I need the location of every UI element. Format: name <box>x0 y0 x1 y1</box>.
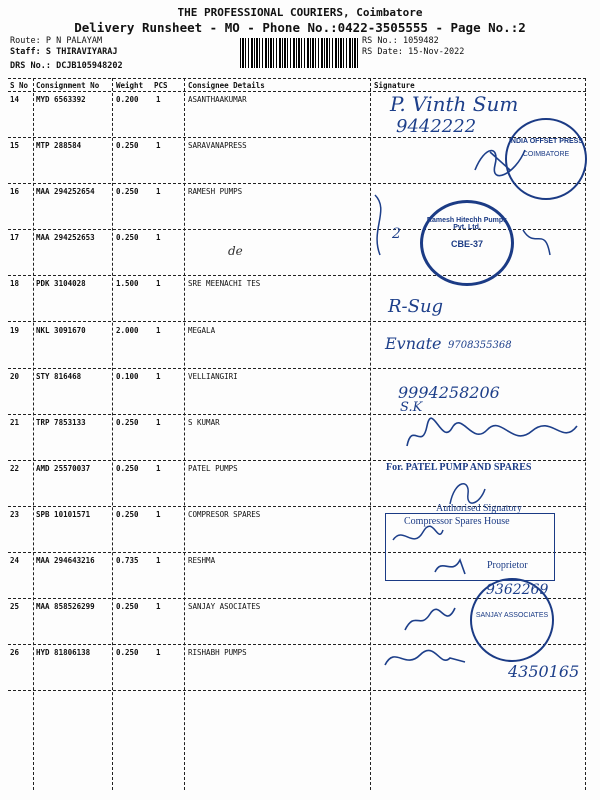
row-consignment-no: NKL 3091670 <box>36 325 86 335</box>
row-weight: 0.250 <box>116 509 139 519</box>
row-consignment-no: TRP 7853133 <box>36 417 86 427</box>
staff-line <box>10 47 118 58</box>
company-title: THE PROFESSIONAL COURIERS, Coimbatore <box>177 6 423 19</box>
row-pcs: 1 <box>156 463 161 473</box>
signature-24 <box>430 552 470 578</box>
signature-20-phone: 9994258206 <box>398 383 500 402</box>
drs-label: DRS No.: <box>10 61 51 71</box>
row-consignee: RESHMA <box>188 556 216 565</box>
route-line <box>10 36 102 47</box>
row-consignment-no: HYD 81806138 <box>36 648 91 658</box>
row-consignee: SANJAY ASOCIATES <box>188 602 261 612</box>
press-stamp-office: INDIA OFFSET PRESS <box>508 138 584 145</box>
col-consignment: Consignment No <box>36 81 100 90</box>
signature-17-mark: de <box>228 244 243 258</box>
ramesh-stamp-name: Ramesh Hitechh Pumps Pvt. Ltd. <box>426 217 508 231</box>
row-sno: 21 <box>10 417 20 427</box>
signature-23 <box>388 520 448 550</box>
row-consignee: RAMESH PUMPS <box>188 187 243 197</box>
signature-25-phone: 9362269 <box>486 582 549 598</box>
row-consignee: COMPRESOR SPARES <box>188 509 261 519</box>
patel-stamp: For. PATEL PUMP AND SPARES <box>386 462 532 473</box>
row-sno: 20 <box>10 371 20 381</box>
row-weight: 0.200 <box>116 95 139 104</box>
row-consignment-no: STY 816468 <box>36 371 82 381</box>
signature-19-phone: 9708355368 <box>448 340 512 351</box>
ramesh-stamp <box>420 200 514 286</box>
row-pcs: 1 <box>156 371 161 381</box>
sanjay-stamp-name: SANJAY ASSOCIATES <box>475 612 549 619</box>
rs-no-label: RS No.: <box>362 36 398 46</box>
row-weight: 0.250 <box>116 233 139 243</box>
signature-26 <box>380 640 470 676</box>
row-weight: 0.250 <box>116 463 139 473</box>
row-pcs: 1 <box>156 233 161 243</box>
patel-signatory: Authorised Signatory <box>436 503 522 514</box>
rs-no-line <box>362 36 439 47</box>
col-sno: S No <box>10 81 29 90</box>
row-weight: 1.500 <box>116 279 139 289</box>
row-weight: 0.250 <box>116 602 139 612</box>
signature-20-initials: S.K <box>400 400 423 415</box>
runsheet-title: Delivery Runsheet - MO - Phone No.:0422-3505555 - Page No.:2 <box>74 20 526 35</box>
row-sno: 22 <box>10 463 20 473</box>
rs-date-value: 15-Nov-2022 <box>408 47 465 57</box>
col-consignee: Consignee Details <box>188 81 265 90</box>
row-sno: 19 <box>10 325 20 335</box>
row-sno: 26 <box>10 648 20 658</box>
signature-26-phone: 4350165 <box>508 662 580 681</box>
signature-16-mark: 2 <box>392 226 401 242</box>
signature-14-name: P. Vinth Sum <box>390 92 519 116</box>
col-signature: Signature <box>374 81 415 90</box>
route-value: P N PALAYAM <box>45 36 103 46</box>
row-sno: 23 <box>10 509 20 519</box>
row-consignment-no: PDK 3104028 <box>36 279 86 289</box>
row-weight: 2.000 <box>116 325 139 335</box>
row-consignee: S KUMAR <box>188 417 220 427</box>
rs-date-label: RS Date: <box>362 47 403 57</box>
row-sno: 25 <box>10 602 20 612</box>
staff-label: Staff: <box>10 47 41 57</box>
row-pcs: 1 <box>156 556 161 565</box>
row-sno: 18 <box>10 279 20 289</box>
row-pcs: 1 <box>156 141 161 151</box>
row-pcs: 1 <box>156 417 161 427</box>
rs-date-line <box>362 47 464 58</box>
col-weight: Weight <box>116 81 144 90</box>
proprietor-label: Proprietor <box>487 560 528 571</box>
row-sno: 17 <box>10 233 20 243</box>
row-consignee: RISHABH PUMPS <box>188 648 247 658</box>
row-sno: 15 <box>10 141 20 151</box>
row-consignment-no: SPB 10101571 <box>36 509 91 519</box>
row-weight: 0.250 <box>116 417 139 427</box>
drs-line <box>10 61 123 72</box>
row-pcs: 1 <box>156 325 161 335</box>
compressor-stamp: Compressor Spares House <box>404 516 510 527</box>
col-pcs: PCS <box>154 81 168 90</box>
signature-14-phone: 9442222 <box>396 116 477 137</box>
row-pcs: 1 <box>156 648 161 658</box>
barcode <box>240 38 358 68</box>
signature-15 <box>470 140 530 180</box>
table-row <box>8 275 586 321</box>
row-consignment-no: MAA 294643216 <box>36 556 95 565</box>
row-weight: 0.250 <box>116 187 139 197</box>
staff-value: S THIRAVIYARAJ <box>45 47 118 57</box>
ramesh-stamp-code: CBE-37 <box>450 239 483 249</box>
signature-16-scribble <box>515 220 555 260</box>
row-consignee: SRE MEENACHI TES <box>188 279 261 289</box>
signature-25 <box>400 600 460 640</box>
row-pcs: 1 <box>156 187 161 197</box>
row-weight: 0.735 <box>116 556 139 565</box>
row-pcs: 1 <box>156 509 161 519</box>
row-consignment-no: MAA 294252653 <box>36 233 95 243</box>
row-consignment-no: MTP 288584 <box>36 141 82 151</box>
drs-value: DCJB105948202 <box>56 61 123 71</box>
row-sno: 16 <box>10 187 20 197</box>
row-consignee: VELLIANGIRI <box>188 371 238 381</box>
row-pcs: 1 <box>156 602 161 612</box>
row-consignment-no: MAA 294252654 <box>36 187 95 197</box>
row-sno: 14 <box>10 95 20 104</box>
row-pcs: 1 <box>156 95 161 104</box>
row-consignment-no: MAA 858526299 <box>36 602 95 612</box>
row-sno: 24 <box>10 556 20 565</box>
row-consignment-no: MYD 6563392 <box>36 95 86 104</box>
row-consignee: PATEL PUMPS <box>188 463 238 473</box>
signature-21 <box>402 416 582 456</box>
signature-19-name: Evnate <box>385 334 442 353</box>
row-consignee: MEGALA <box>188 325 216 335</box>
route-label: Route: <box>10 36 41 46</box>
row-weight: 0.250 <box>116 141 139 151</box>
signature-18-name: R-Sug <box>388 296 444 317</box>
rs-no-value: 1059482 <box>402 36 439 46</box>
press-stamp-city: COIMBATORE <box>522 151 570 158</box>
signature-16-bracket <box>365 190 405 260</box>
row-weight: 0.250 <box>116 648 139 658</box>
row-pcs: 1 <box>156 279 161 289</box>
row-weight: 0.100 <box>116 371 139 381</box>
row-consignee: ASANTHAAKUMAR <box>188 95 247 104</box>
row-consignee: SARAVANAPRESS <box>188 141 247 151</box>
row-consignment-no: AMD 25570037 <box>36 463 91 473</box>
